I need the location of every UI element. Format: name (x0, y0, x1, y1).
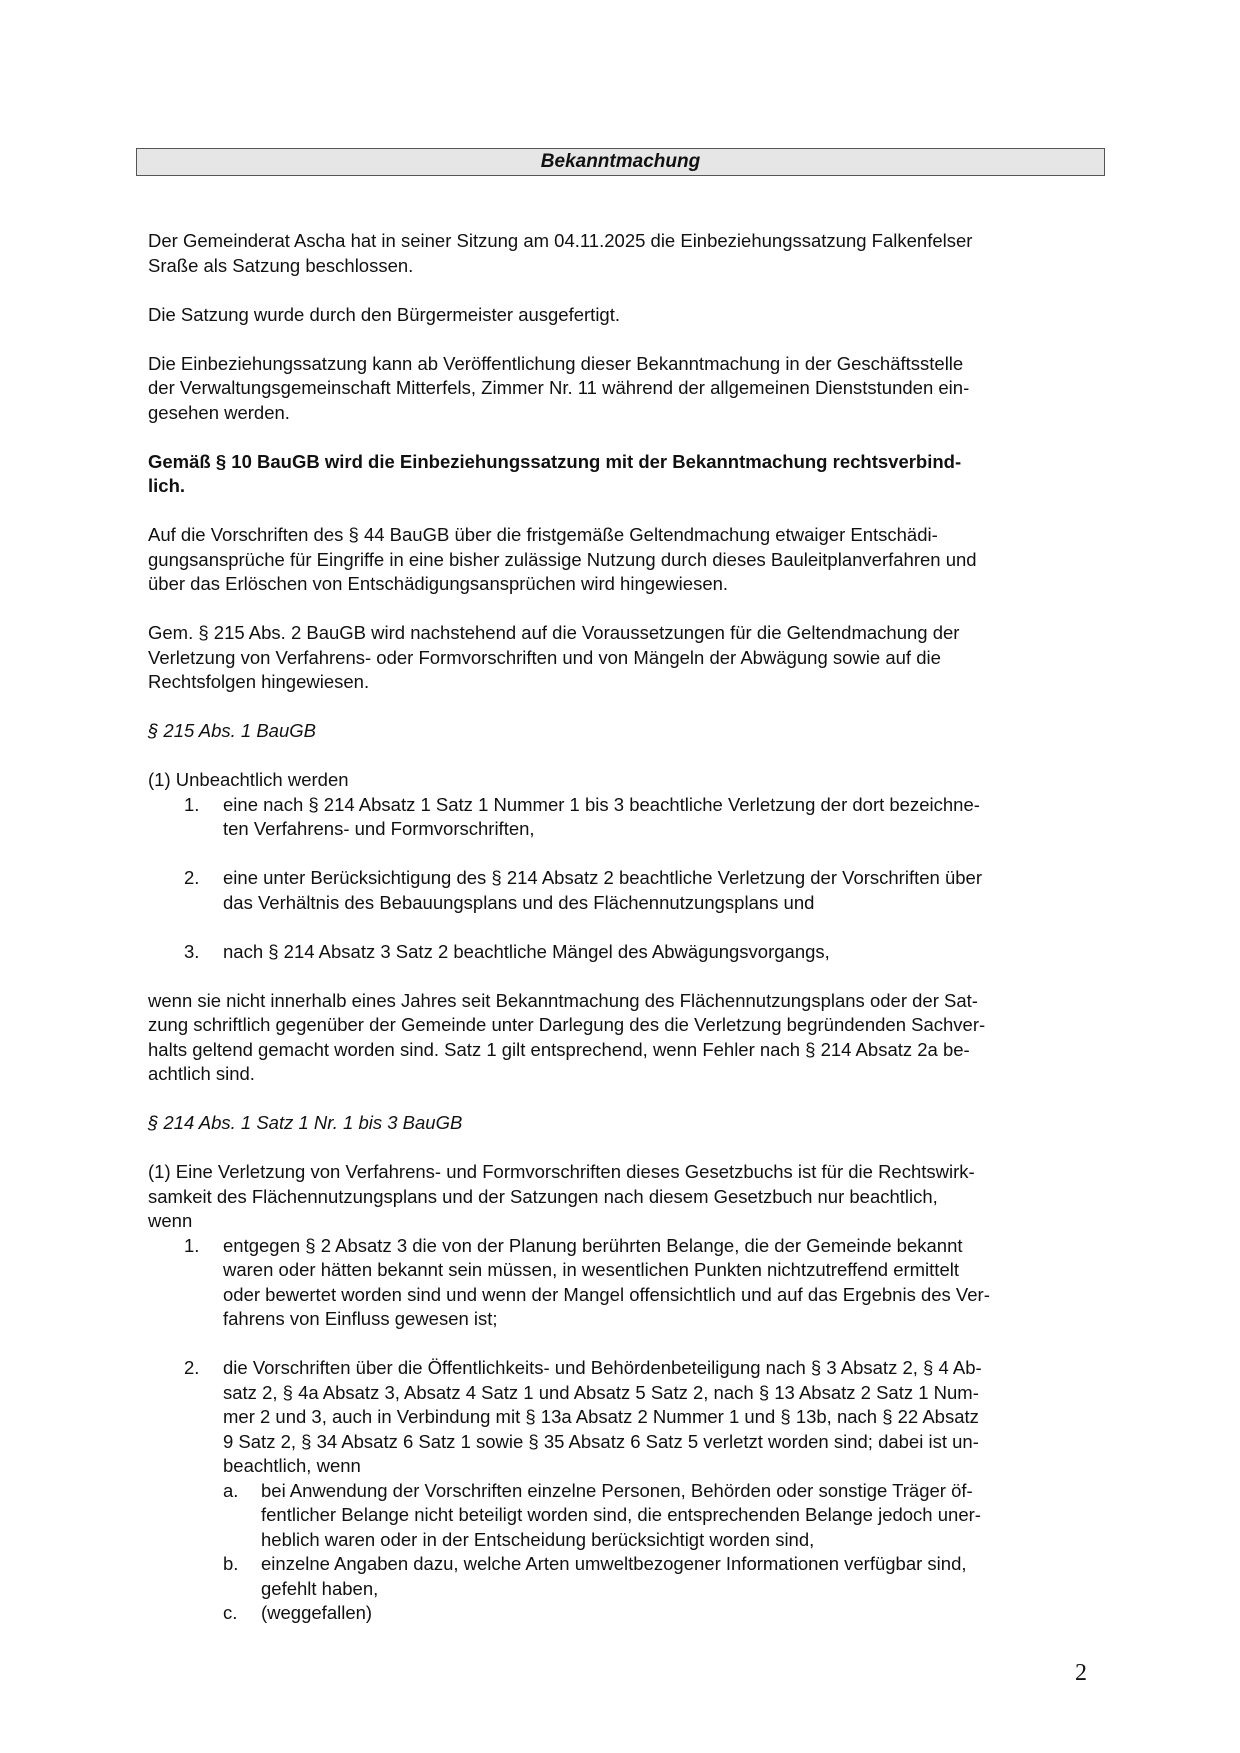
text-line: zung schriftlich gegenüber der Gemeinde unter Darlegung des die Verletzung begründenden Sachver- (148, 1014, 986, 1035)
text-line: halts geltend gemacht worden sind. Satz 1 gilt entsprechend, wenn Fehler nach § 214 Absatz 2a be- (148, 1038, 970, 1060)
section-215-closing (148, 989, 1100, 1087)
text-line: Verletzung von Verfahrens- oder Formvorschriften und von Mängeln der Abwägung sowie auf die (148, 646, 941, 668)
text-line: Gemäß § 10 BauGB wird die Einbeziehungssatzung mit der Bekanntmachung rechtsverbind- (148, 450, 962, 472)
paragraph-5 (148, 523, 1100, 597)
text-line: eine nach § 214 Absatz 1 Satz 1 Nummer 1 bis 3 beachtliche Verletzung der dort bezeichne- (223, 793, 980, 815)
text-line: (1) Eine Verletzung von Verfahrens- und Formvorschriften dieses Gesetzbuchs ist für die Rechtswirk- (148, 1161, 975, 1182)
text-line: über das Erlöschen von Entschädigungsansprüchen wird hingewiesen. (148, 573, 729, 594)
list-number: 1. (184, 793, 200, 815)
sublist-item-a (148, 1479, 1100, 1553)
list-letter: c. (223, 1602, 238, 1623)
section-214-intro (148, 1160, 1100, 1234)
list-item-215-3 (148, 940, 1100, 965)
text-line: bei Anwendung der Vorschriften einzelne Personen, Behörden oder sonstige Träger öf- (261, 1479, 973, 1501)
text-line: eine unter Berücksichtigung des § 214 Absatz 2 beachtliche Verletzung der Vorschriften über (223, 867, 982, 888)
paragraph-3 (148, 352, 1100, 426)
text-line: 9 Satz 2, § 34 Absatz 6 Satz 1 sowie § 35 Absatz 6 Satz 5 verletzt worden sind; dabei ist un- (223, 1430, 979, 1452)
text-line: heblich waren oder in der Entscheidung berücksichtigt worden sind, (261, 1528, 815, 1550)
list-number: 1. (184, 1234, 200, 1256)
text-line: die Vorschriften über die Öffentlichkeits- und Behördenbeteiligung nach § 3 Absatz 2, § 4 Ab- (223, 1357, 982, 1378)
section-215-heading: § 215 Abs. 1 BauGB (148, 720, 316, 741)
text-line: Die Einbeziehungssatzung kann ab Veröffentlichung dieser Bekanntmachung in der Geschäftsstelle (148, 352, 964, 374)
text-line: Gem. § 215 Abs. 2 BauGB wird nachstehend auf die Voraussetzungen für die Geltendmachung der (148, 622, 960, 643)
text-line: einzelne Angaben dazu, welche Arten umweltbezogener Informationen verfügbar sind, (261, 1553, 967, 1574)
list-item-214-2 (148, 1356, 1100, 1479)
sublist-item-b (148, 1552, 1100, 1601)
text-line: lich. (148, 475, 186, 496)
text-line: Die Satzung wurde durch den Bürgermeister ausgefertigt. (148, 303, 621, 325)
list-letter: b. (223, 1553, 239, 1574)
paragraph-2 (148, 303, 1100, 328)
page-number: 2 (1075, 1660, 1087, 1686)
text-line: mer 2 und 3, auch in Verbindung mit § 13a Absatz 2 Nummer 1 und § 13b, nach § 22 Absatz (223, 1406, 979, 1427)
section-214-heading: § 214 Abs. 1 Satz 1 Nr. 1 bis 3 BauGB (148, 1112, 463, 1133)
text-line: Sraße als Satzung beschlossen. (148, 254, 414, 276)
text-line: beachtlich, wenn (223, 1455, 361, 1476)
section-215-intro: (1) Unbeachtlich werden (148, 769, 349, 790)
list-item-215-2 (148, 866, 1100, 915)
list-letter: a. (223, 1479, 239, 1501)
text-line: waren oder hätten bekannt sein müssen, in wesentlichen Punkten nichtzutreffend ermittelt (223, 1259, 959, 1280)
text-line: gungsansprüche für Eingriffe in eine bisher zulässige Nutzung durch dieses Bauleitplanverfahren und (148, 548, 977, 570)
text-line: der Verwaltungsgemeinschaft Mitterfels, Zimmer Nr. 11 während der allgemeinen Dienststunden ein- (148, 377, 970, 398)
list-number: 3. (184, 940, 200, 962)
text-line: nach § 214 Absatz 3 Satz 2 beachtliche Mängel des Abwägungsvorgangs, (223, 940, 830, 962)
text-line: wenn (148, 1210, 193, 1231)
text-line: ten Verfahrens- und Formvorschriften, (223, 818, 535, 839)
paragraph-6 (148, 621, 1100, 695)
text-line: oder bewertet worden sind und wenn der Mangel offensichtlich und auf das Ergebnis des Ver- (223, 1283, 990, 1305)
paragraph-1 (148, 229, 1100, 278)
text-line: fentlicher Belange nicht beteiligt worden sind, die entsprechenden Belange jedoch uner- (261, 1504, 981, 1525)
sublist-item-c (148, 1601, 1100, 1626)
text-line: Rechtsfolgen hingewiesen. (148, 671, 370, 692)
text-line: (weggefallen) (261, 1602, 373, 1623)
text-line: satz 2, § 4a Absatz 3, Absatz 4 Satz 1 und Absatz 5 Satz 2, nach § 13 Absatz 2 Satz 1 Num- (223, 1381, 979, 1403)
text-line: gesehen werden. (148, 401, 290, 423)
title-box (136, 148, 1105, 176)
list-number: 2. (184, 1357, 200, 1378)
text-line: das Verhältnis des Bebauungsplans und des Flächennutzungsplans und (223, 891, 815, 913)
text-line: samkeit des Flächennutzungsplans und der Satzungen nach diesem Gesetzbuch nur beachtlich, (148, 1185, 938, 1207)
list-number: 2. (184, 867, 200, 888)
text-line: Der Gemeinderat Ascha hat in seiner Sitzung am 04.11.2025 die Einbeziehungssatzung Falkenfelser (148, 230, 973, 251)
text-line: entgegen § 2 Absatz 3 die von der Planung berührten Belange, die der Gemeinde bekannt (223, 1234, 963, 1256)
list-item-215-1 (148, 793, 1100, 842)
document-body (148, 229, 1100, 1626)
text-line: gefehlt haben, (261, 1577, 379, 1599)
document-title: Bekanntmachung (540, 151, 701, 172)
paragraph-4-bold (148, 450, 1100, 499)
text-line: achtlich sind. (148, 1063, 255, 1084)
text-line: wenn sie nicht innerhalb eines Jahres seit Bekanntmachung des Flächennutzungsplans oder der Sat- (148, 989, 978, 1011)
text-line: Auf die Vorschriften des § 44 BauGB über die fristgemäße Geltendmachung etwaiger Entschädi- (148, 524, 938, 545)
text-line: fahrens von Einfluss gewesen ist; (223, 1308, 498, 1329)
list-item-214-1 (148, 1234, 1100, 1332)
